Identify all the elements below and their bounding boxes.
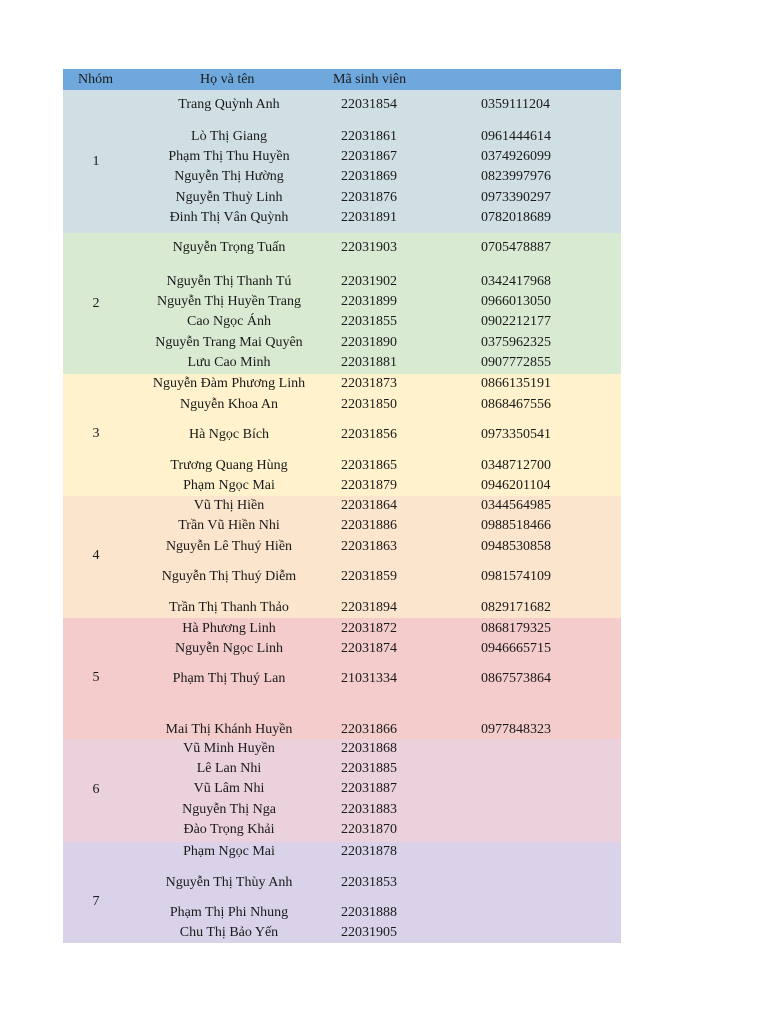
table-row [63,95,621,115]
table-row [63,127,621,147]
student-name: Phạm Ngọc Mai [183,844,275,859]
table-row [63,516,621,536]
phone-number: 0342417968 [481,274,551,289]
header-student-id: Mã sinh viên [333,72,407,87]
phone-number: 0988518466 [481,518,551,533]
student-id: 22031856 [341,427,397,442]
student-name: Phạm Thị Phi Nhung [169,905,289,920]
phone-number: 0946201104 [481,478,551,493]
student-name: Trương Quang Hùng [170,458,288,473]
phone-number: 0868467556 [481,397,551,412]
phone-number: 0973350541 [481,427,551,442]
phone-number: 0973390297 [481,190,551,205]
table-row [63,923,621,943]
spreadsheet-table [63,69,621,943]
student-name: Phạm Thị Thu Huyền [168,149,290,164]
table-row [63,903,621,923]
table-row [63,147,621,167]
group-block-4 [63,496,621,618]
group-block-3 [63,374,621,496]
student-id: 21031334 [341,671,397,686]
student-name: Đinh Thị Vân Quỳnh [169,210,289,225]
student-name: Hà Phương Linh [182,621,276,636]
table-row [63,333,621,353]
student-id: 22031863 [341,539,397,554]
table-row [63,639,621,659]
table-row [63,720,621,740]
student-name: Nguyễn Trọng Tuấn [172,240,286,255]
group-block-1 [63,90,621,233]
student-name: Nguyễn Thị Hường [174,169,284,184]
student-name: Đào Trọng Khải [183,822,275,837]
student-name: Nguyễn Khoa An [180,397,278,412]
phone-number: 0829171682 [481,600,551,615]
table-row [63,395,621,415]
table-row [63,598,621,618]
student-name: Mai Thị Khánh Huyền [165,722,293,737]
student-name: Lưu Cao Minh [187,355,271,370]
phone-number: 0981574109 [481,569,551,584]
table-row [63,353,621,373]
student-id: 22031867 [341,149,397,164]
group-number: 3 [92,426,100,441]
student-id: 22031878 [341,844,397,859]
table-row [63,537,621,557]
student-id: 22031879 [341,478,397,493]
phone-number: 0907772855 [481,355,551,370]
student-id: 22031868 [341,741,397,756]
table-row [63,873,621,893]
student-name: Phạm Thị Thuý Lan [172,671,286,686]
student-id: 22031866 [341,722,397,737]
student-name: Nguyễn Thị Thùy Anh [165,875,293,890]
student-id: 22031854 [341,97,397,112]
student-id: 22031865 [341,458,397,473]
student-name: Nguyễn Trang Mai Quyên [155,335,303,350]
header-name: Họ và tên [200,72,255,87]
student-name: Phạm Ngọc Mai [183,478,275,493]
phone-number: 0866135191 [481,376,551,391]
table-row [63,567,621,587]
group-block-6 [63,739,621,842]
table-row [63,188,621,208]
student-id: 22031885 [341,761,397,776]
student-id: 22031891 [341,210,397,225]
group-number: 5 [92,670,100,685]
student-id: 22031850 [341,397,397,412]
student-name: Lò Thị Giang [191,129,267,144]
table-row [63,456,621,476]
student-name: Vũ Minh Huyền [183,741,275,756]
student-id: 22031876 [341,190,397,205]
group-number: 7 [92,894,100,909]
table-row [63,759,621,779]
student-name: Nguyễn Thị Thanh Tú [166,274,292,289]
phone-number: 0977848323 [481,722,551,737]
student-name: Nguyễn Lê Thuý Hiền [165,539,293,554]
student-name: Trang Quỳnh Anh [178,97,280,112]
table-row [63,669,621,689]
phone-number: 0823997976 [481,169,551,184]
table-row [63,272,621,292]
phone-number: 0867573864 [481,671,551,686]
table-row [63,167,621,187]
phone-number: 0344564985 [481,498,551,513]
student-id: 22031861 [341,129,397,144]
group-block-5 [63,618,621,739]
header-group: Nhóm [78,72,113,87]
student-id: 22031888 [341,905,397,920]
table-row [63,425,621,445]
student-id: 22031883 [341,802,397,817]
student-id: 22031853 [341,875,397,890]
student-name: Chu Thị Bảo Yến [179,925,279,940]
phone-number: 0902212177 [481,314,551,329]
group-number: 2 [92,296,100,311]
student-id: 22031872 [341,621,397,636]
phone-number: 0868179325 [481,621,551,636]
student-name: Lê Lan Nhi [196,761,262,776]
table-row [63,779,621,799]
student-name: Nguyễn Thị Huyền Trang [156,294,302,309]
student-id: 22031894 [341,600,397,615]
table-row [63,619,621,639]
student-name: Hà Ngọc Bích [188,427,270,442]
student-id: 22031905 [341,925,397,940]
student-id: 22031890 [341,335,397,350]
table-row [63,238,621,258]
table-row [63,800,621,820]
table-row [63,208,621,228]
table-body [63,90,621,943]
phone-number: 0961444614 [481,129,551,144]
student-id: 22031903 [341,240,397,255]
student-name: Vũ Thị Hiền [193,498,265,513]
student-name: Trần Vũ Hiền Nhi [178,518,280,533]
student-id: 22031870 [341,822,397,837]
student-id: 22031864 [341,498,397,513]
student-name: Trần Thị Thanh Thảo [169,600,289,615]
student-id: 22031859 [341,569,397,584]
student-id: 22031887 [341,781,397,796]
table-row [63,292,621,312]
phone-number: 0782018689 [481,210,551,225]
phone-number: 0375962325 [481,335,551,350]
student-id: 22031902 [341,274,397,289]
table-row [63,374,621,394]
table-row [63,820,621,840]
phone-number: 0966013050 [481,294,551,309]
header-row [63,69,621,90]
table-row [63,739,621,759]
phone-number: 0348712700 [481,458,551,473]
student-id: 22031881 [341,355,397,370]
group-block-7 [63,842,621,943]
table-row [63,476,621,496]
student-id: 22031899 [341,294,397,309]
phone-number: 0374926099 [481,149,551,164]
phone-number: 0359111204 [481,97,550,112]
table-row [63,312,621,332]
student-name: Cao Ngọc Ánh [187,314,271,329]
table-row [63,842,621,862]
student-id: 22031869 [341,169,397,184]
table-row [63,496,621,516]
student-name: Nguyễn Đàm Phương Linh [152,376,306,391]
student-name: Vũ Lâm Nhi [193,781,265,796]
student-id: 22031886 [341,518,397,533]
group-number: 4 [92,548,100,563]
phone-number: 0705478887 [481,240,551,255]
phone-number: 0948530858 [481,539,551,554]
group-number: 6 [92,782,100,797]
student-name: Nguyễn Thị Nga [182,802,276,817]
student-name: Nguyễn Ngọc Linh [174,641,284,656]
phone-number: 0946665715 [481,641,551,656]
student-name: Nguyễn Thuỳ Linh [175,190,283,205]
student-id: 22031874 [341,641,397,656]
student-id: 22031855 [341,314,397,329]
student-name: Nguyễn Thị Thuý Diễm [161,569,297,584]
group-number: 1 [92,154,100,169]
student-id: 22031873 [341,376,397,391]
group-block-2 [63,233,621,374]
